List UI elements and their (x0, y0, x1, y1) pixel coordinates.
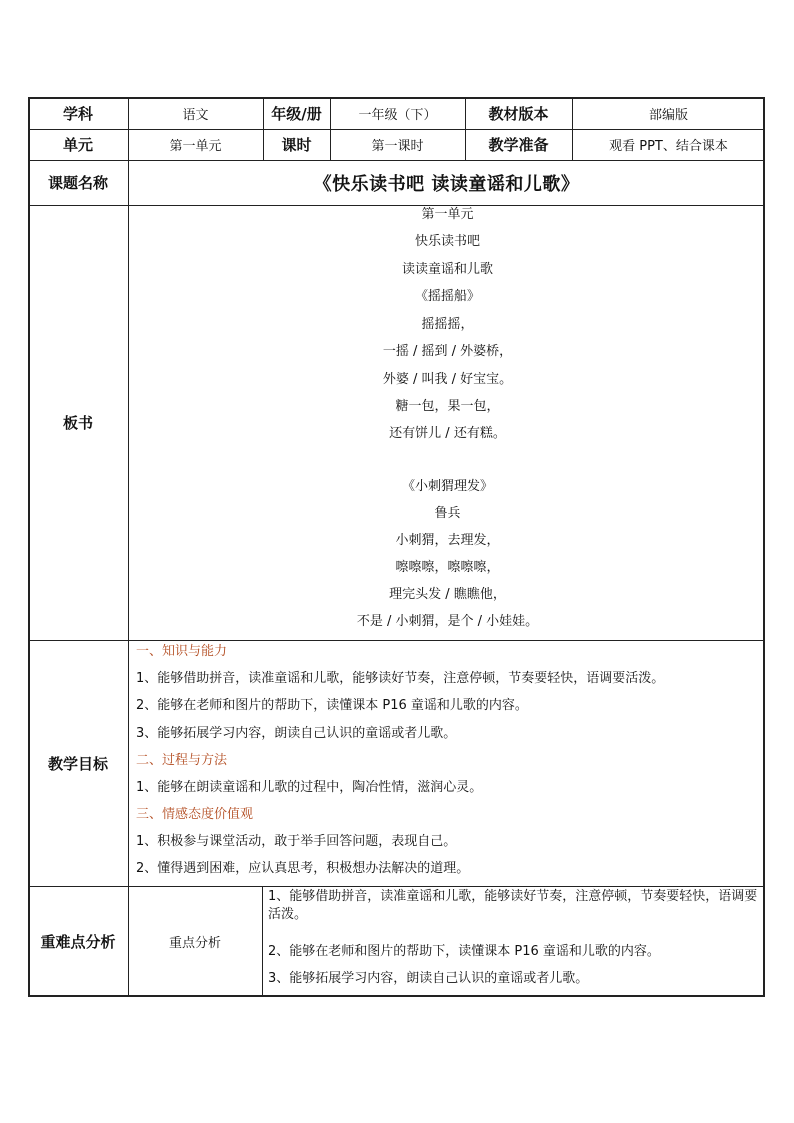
board-line: 糖一包，果一包， (395, 399, 500, 414)
objective-item: 2、懂得遇到困难，应认真思考，积极想办法解决的道理。 (136, 861, 470, 876)
board-line: 读读童谣和儿歌 (401, 262, 493, 277)
board-line: 还有饼儿 / 还有糕。 (389, 426, 506, 441)
analysis-item: 3、能够拓展学习内容，朗读自己认识的童谣或者儿歌。 (268, 971, 589, 986)
board-line: 不是 / 小刺猬，是个 / 小娃娃。 (356, 614, 539, 629)
objective-item: 1、能够在朗读童谣和儿歌的过程中，陶冶性情，滋润心灵。 (136, 780, 483, 795)
board-line: 一摇 / 摇到 / 外婆桥， (382, 344, 513, 359)
prep-label: 教学准备 (488, 136, 549, 154)
objectives-heading-values: 三、情感态度价值观 (136, 807, 254, 822)
objective-item: 3、能够拓展学习内容，朗读自己认识的童谣或者儿歌。 (136, 726, 457, 741)
period-label: 课时 (281, 136, 312, 154)
board-line: 快乐读书吧 (414, 234, 480, 249)
edition-label: 教材版本 (488, 104, 549, 123)
board-line: 《小刺猬理发》 (401, 479, 493, 494)
board-line: 鲁兵 (434, 506, 461, 521)
unit-value: 第一单元 (169, 139, 222, 154)
grade-label: 年级/册 (271, 104, 322, 123)
subject-value: 语文 (182, 107, 209, 123)
topic-title: 《快乐读书吧 读读童谣和儿歌》 (313, 173, 580, 195)
analysis-item: 1、能够借助拼音，读准童谣和儿歌，能够读好节奏，注意停顿，节奏要轻快，语调要活泼。 (268, 889, 758, 922)
row-divider (28, 640, 765, 641)
unit-label: 单元 (62, 136, 93, 154)
subject-label: 学科 (62, 104, 93, 123)
objectives-heading-knowledge: 一、知识与能力 (136, 644, 228, 659)
analysis-item: 2、能够在老师和图片的帮助下，读懂课本 P16 童谣和儿歌的内容。 (268, 944, 660, 959)
objective-item: 2、能够在老师和图片的帮助下，读懂课本 P16 童谣和儿歌的内容。 (136, 698, 528, 713)
period-value: 第一课时 (371, 139, 424, 154)
board-line: 第一单元 (421, 207, 474, 222)
grade-value: 一年级（下） (358, 107, 437, 123)
topic-label: 课题名称 (47, 174, 108, 192)
edition-value: 部编版 (648, 107, 688, 123)
analysis-label: 重难点分析 (40, 933, 116, 951)
objectives-label: 教学目标 (47, 754, 108, 773)
board-line: 理完头发 / 瞧瞧他， (389, 587, 506, 602)
objective-item: 1、能够借助拼音，读准童谣和儿歌，能够读好节奏，注意停顿，节奏要轻快，语调要活泼。 (136, 671, 665, 686)
objective-item: 1、积极参与课堂活动，敢于举手回答问题，表现自己。 (136, 834, 457, 849)
col-divider (262, 886, 263, 997)
prep-value: 观看 PPT、结合课本 (609, 139, 728, 154)
board-line: 外婆 / 叫我 / 好宝宝。 (382, 372, 513, 387)
board-label: 板书 (62, 414, 93, 432)
board-line: 嚓嚓嚓，嚓嚓嚓， (395, 560, 500, 575)
objectives-heading-process: 二、过程与方法 (136, 753, 228, 768)
board-line: 《摇摇船》 (414, 289, 480, 304)
col-divider (128, 97, 129, 997)
board-line: 摇摇摇， (421, 317, 474, 332)
board-line: 小刺猬，去理发， (395, 533, 500, 548)
analysis-sub-label: 重点分析 (168, 936, 221, 951)
